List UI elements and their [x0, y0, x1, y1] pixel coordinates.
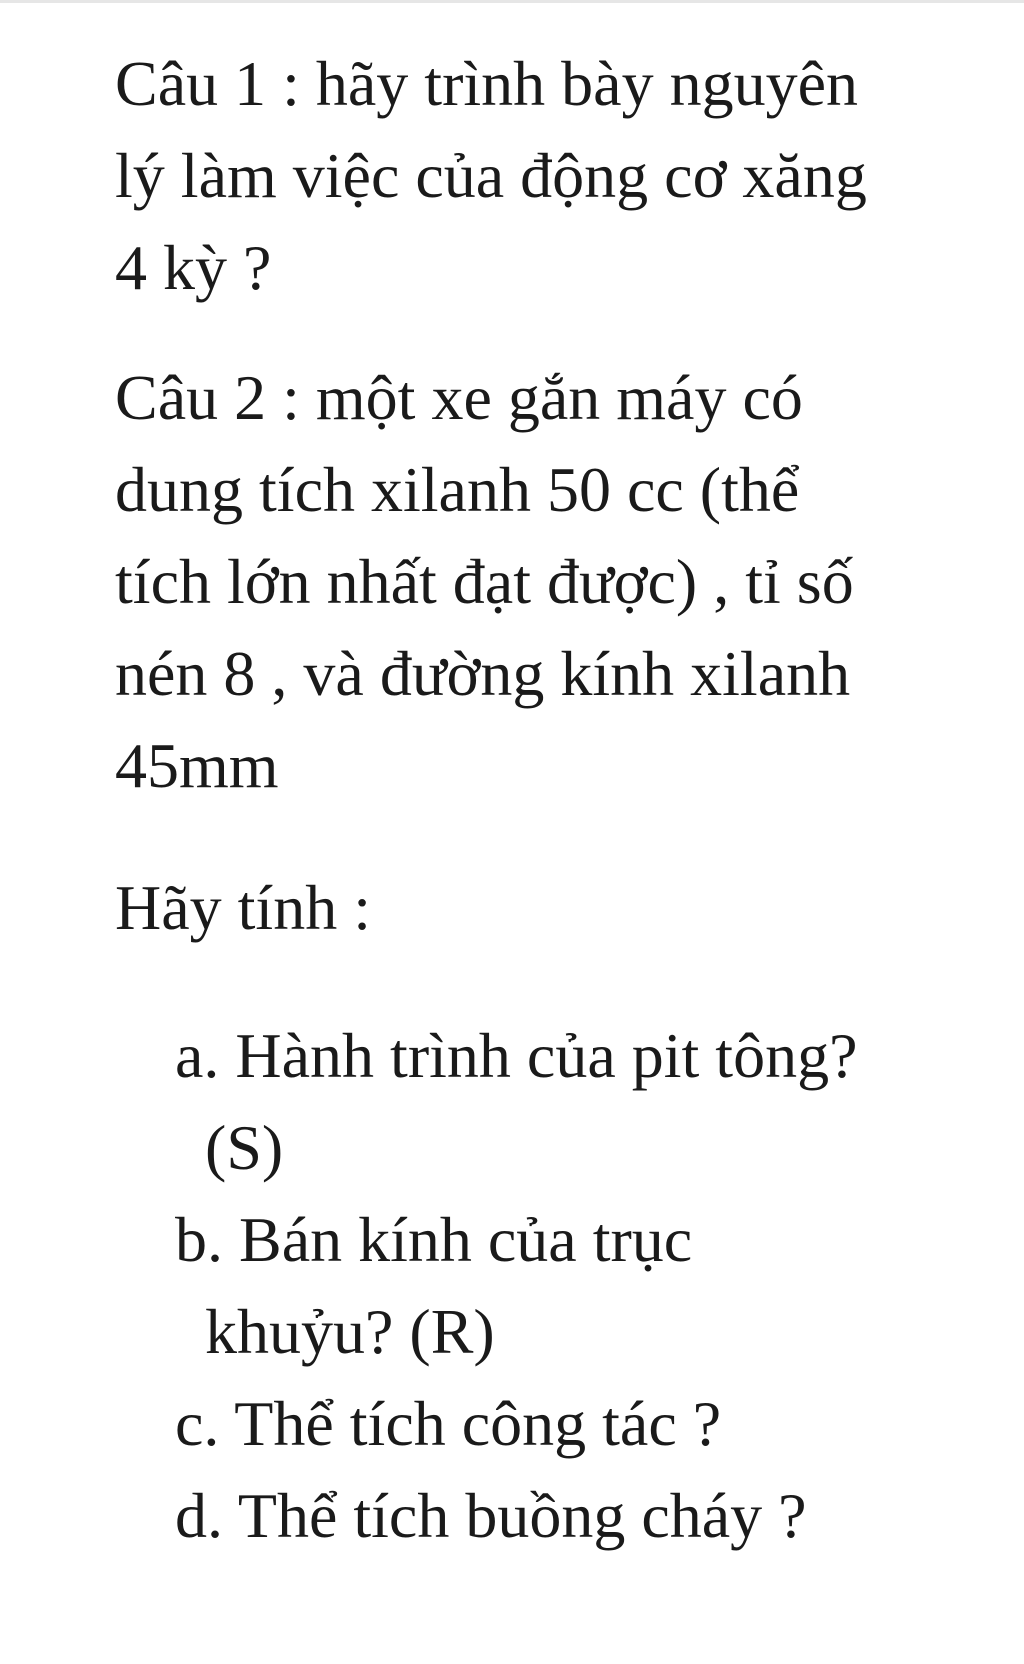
question-2-line: Câu 2 : một xe gắn máy có: [115, 362, 803, 433]
sub-question-a-symbol: (S): [205, 1112, 284, 1183]
question-1-line: 4 kỳ ?: [115, 232, 272, 303]
sub-question-a-text: a. Hành trình của pit tông?: [175, 1020, 858, 1091]
document-body: [115, 38, 915, 1562]
sub-question-a: [175, 1010, 915, 1194]
question-1-line: lý làm việc của động cơ xăng: [115, 140, 867, 211]
question-1: [115, 38, 915, 314]
calculate-heading: Hãy tính :: [115, 872, 371, 943]
sub-question-list: [115, 1010, 915, 1562]
sub-question-b: [175, 1194, 915, 1378]
top-divider: [0, 0, 1024, 3]
sub-question-c: [175, 1378, 915, 1470]
sub-question-d-text: d. Thể tích buồng cháy ?: [175, 1480, 807, 1551]
question-2-line: 45mm: [115, 730, 279, 801]
question-1-line: Câu 1 : hãy trình bày nguyên: [115, 48, 858, 119]
sub-question-d: [175, 1470, 915, 1562]
sub-question-c-text: c. Thể tích công tác ?: [175, 1388, 722, 1459]
question-2-line: dung tích xilanh 50 cc (thể: [115, 454, 800, 525]
sub-question-b-text: b. Bán kính của trục: [175, 1204, 693, 1275]
question-2-line: nén 8 , và đường kính xilanh: [115, 638, 851, 709]
question-2: [115, 352, 915, 812]
question-2-line: tích lớn nhất đạt được) , tỉ số: [115, 546, 854, 617]
sub-question-b-continuation: khuỷu? (R): [205, 1296, 495, 1367]
